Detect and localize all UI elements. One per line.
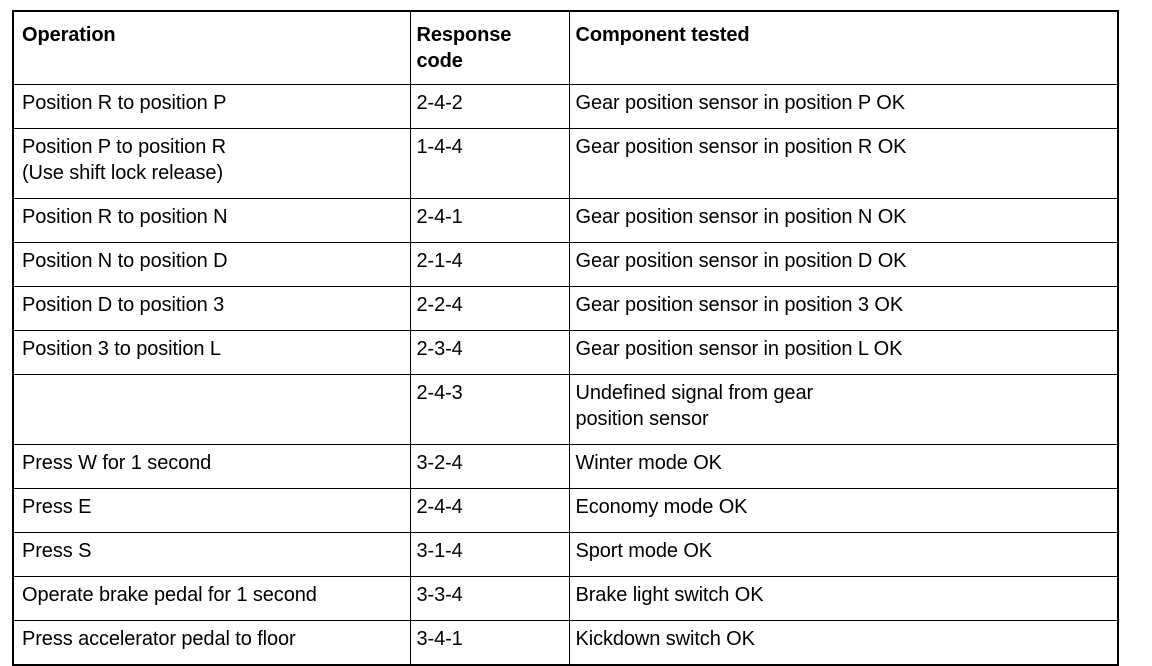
operation-text: Press accelerator pedal to floor — [22, 628, 296, 650]
component-text: Gear position sensor in position N OK — [575, 206, 907, 228]
table-row — [13, 577, 1118, 621]
table-body — [13, 85, 1118, 666]
operation-cell — [13, 85, 410, 129]
response-code-cell: 2-3-4 — [410, 331, 569, 375]
table-row — [13, 375, 1118, 445]
component-text: Brake light switch OK — [575, 584, 764, 606]
operation-cell — [13, 287, 410, 331]
component-text: Kickdown switch OK — [575, 628, 755, 650]
response-code-cell: 1-4-4 — [410, 129, 569, 199]
response-code-cell: 2-4-4 — [410, 489, 569, 533]
response-code-cell: 3-1-4 — [410, 533, 569, 577]
component-tested-cell — [569, 445, 1118, 489]
response-code-cell: 3-2-4 — [410, 445, 569, 489]
component-tested-cell — [569, 577, 1118, 621]
response-code-cell: 2-1-4 — [410, 243, 569, 287]
operation-text: Press E — [22, 496, 92, 518]
operation-cell — [13, 489, 410, 533]
table-row — [13, 621, 1118, 666]
response-code-cell: 2-4-1 — [410, 199, 569, 243]
operation-cell — [13, 375, 410, 445]
component-tested-cell — [569, 129, 1118, 199]
operation-text: Position P to position R — [22, 136, 227, 158]
component-tested-cell — [569, 489, 1118, 533]
operation-cell — [13, 445, 410, 489]
operation-cell — [13, 243, 410, 287]
component-tested-cell — [569, 621, 1118, 666]
response-code-cell: 2-2-4 — [410, 287, 569, 331]
table-row — [13, 489, 1118, 533]
component-text: Gear position sensor in position D OK — [575, 250, 907, 272]
operation-text: Position D to position 3 — [22, 294, 225, 316]
operation-text: Position R to position N — [22, 206, 228, 228]
table-row — [13, 85, 1118, 129]
operation-text: (Use shift lock release) — [22, 162, 223, 184]
table-row — [13, 287, 1118, 331]
component-text: Gear position sensor in position R OK — [575, 136, 907, 158]
response-code-cell: 2-4-3 — [410, 375, 569, 445]
operation-text: Press W for 1 second — [22, 452, 212, 474]
component-text: position sensor — [575, 408, 709, 430]
operation-text: Position 3 to position L — [22, 338, 221, 360]
operation-text: Operate brake pedal for 1 second — [22, 584, 317, 606]
table-row — [13, 533, 1118, 577]
component-tested-cell — [569, 287, 1118, 331]
table-row — [13, 445, 1118, 489]
header-operation: Operation — [13, 11, 410, 85]
component-text: Gear position sensor in position 3 OK — [575, 294, 904, 316]
operation-text: Position R to position P — [22, 92, 227, 114]
operation-cell — [13, 577, 410, 621]
operation-cell — [13, 621, 410, 666]
response-code-cell: 3-4-1 — [410, 621, 569, 666]
header-row — [13, 11, 1118, 85]
table-row — [13, 199, 1118, 243]
operation-text: Position N to position D — [22, 250, 228, 272]
component-tested-cell — [569, 533, 1118, 577]
component-text: Gear position sensor in position P OK — [575, 92, 905, 114]
operation-text: Press S — [22, 540, 92, 562]
table-header — [13, 11, 1118, 85]
operation-cell — [13, 129, 410, 199]
header-response-code-line-2: code — [416, 50, 463, 72]
component-tested-cell — [569, 243, 1118, 287]
component-text: Economy mode OK — [575, 496, 748, 518]
response-code-cell: 3-3-4 — [410, 577, 569, 621]
response-code-cell: 2-4-2 — [410, 85, 569, 129]
table-row — [13, 129, 1118, 199]
component-tested-cell — [569, 85, 1118, 129]
response-code-table — [12, 10, 1119, 666]
operation-cell — [13, 533, 410, 577]
component-tested-cell — [569, 375, 1118, 445]
component-tested-cell — [569, 199, 1118, 243]
component-tested-cell — [569, 331, 1118, 375]
table-row — [13, 331, 1118, 375]
table-row — [13, 243, 1118, 287]
component-text: Winter mode OK — [575, 452, 722, 474]
header-response-code-line-1: Response — [416, 24, 512, 46]
component-text: Gear position sensor in position L OK — [575, 338, 903, 360]
component-text: Undefined signal from gear — [575, 382, 814, 404]
header-response-code — [410, 11, 569, 85]
operation-cell — [13, 199, 410, 243]
header-component-tested: Component tested — [569, 11, 1118, 85]
operation-cell — [13, 331, 410, 375]
component-text: Sport mode OK — [575, 540, 713, 562]
